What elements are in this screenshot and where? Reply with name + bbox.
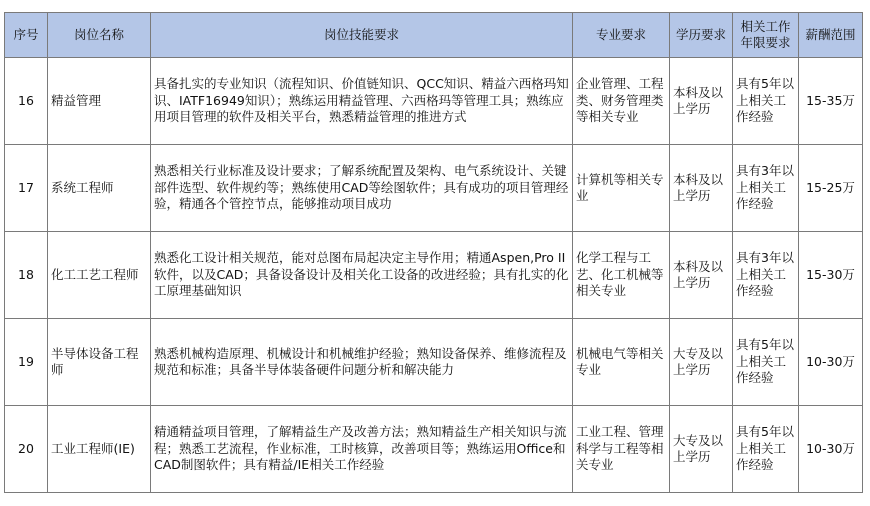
salary-range: 10-30万 <box>799 319 863 406</box>
table-row <box>5 58 863 145</box>
education-requirement: 本科及以上学历 <box>670 145 733 232</box>
row-number: 19 <box>5 319 48 406</box>
experience-requirement: 具有3年以上相关工作经验 <box>733 232 799 319</box>
row-number: 20 <box>5 406 48 493</box>
job-requirements-table <box>4 12 863 493</box>
skill-requirements: 具备扎实的专业知识（流程知识、价值链知识、QCC知识、精益六西格玛知识、IATF16949知识）；熟练运用精益管理、六西格玛等管理工具；熟练应用项目管理的软件及相关平台，熟悉精益管理的推进方式 <box>151 58 573 145</box>
education-requirement: 本科及以上学历 <box>670 232 733 319</box>
table-row <box>5 232 863 319</box>
table-row <box>5 145 863 232</box>
major-requirement: 计算机等相关专业 <box>573 145 670 232</box>
job-title: 半导体设备工程师 <box>48 319 151 406</box>
header-skills: 岗位技能要求 <box>151 13 573 58</box>
table-body <box>5 58 863 493</box>
header-salary: 薪酬范围 <box>799 13 863 58</box>
header-num: 序号 <box>5 13 48 58</box>
experience-requirement: 具有5年以上相关工作经验 <box>733 319 799 406</box>
education-requirement: 本科及以上学历 <box>670 58 733 145</box>
salary-range: 15-30万 <box>799 232 863 319</box>
job-title: 精益管理 <box>48 58 151 145</box>
table-row <box>5 406 863 493</box>
skill-requirements: 熟悉化工设计相关规范，能对总图布局起决定主导作用；精通Aspen,Pro II 软件，以及CAD；具备设备设计及相关化工设备的改进经验；具有扎实的化工原理基础知识 <box>151 232 573 319</box>
header-major: 专业要求 <box>573 13 670 58</box>
row-number: 18 <box>5 232 48 319</box>
row-number: 17 <box>5 145 48 232</box>
education-requirement: 大专及以上学历 <box>670 319 733 406</box>
salary-range: 15-25万 <box>799 145 863 232</box>
header-title: 岗位名称 <box>48 13 151 58</box>
education-requirement: 大专及以上学历 <box>670 406 733 493</box>
salary-range: 10-30万 <box>799 406 863 493</box>
experience-requirement: 具有5年以上相关工作经验 <box>733 58 799 145</box>
table-header <box>5 13 863 58</box>
major-requirement: 机械电气等相关专业 <box>573 319 670 406</box>
job-title: 化工工艺工程师 <box>48 232 151 319</box>
skill-requirements: 熟悉相关行业标准及设计要求；了解系统配置及架构、电气系统设计、关键部件选型、软件规约等；熟练使用CAD等绘图软件；具有成功的项目管理经验，精通各个管控节点，能够推动项目成功 <box>151 145 573 232</box>
table-row <box>5 319 863 406</box>
skill-requirements: 熟悉机械构造原理、机械设计和机械维护经验；熟知设备保养、维修流程及规范和标准；具备半导体装备硬件问题分析和解决能力 <box>151 319 573 406</box>
job-title: 系统工程师 <box>48 145 151 232</box>
salary-range: 15-35万 <box>799 58 863 145</box>
major-requirement: 工业工程、管理科学与工程等相关专业 <box>573 406 670 493</box>
skill-requirements: 精通精益项目管理，了解精益生产及改善方法；熟知精益生产相关知识与流程；熟悉工艺流程，作业标准，工时核算，改善项目等；熟练运用Office和CAD制图软件；具有精益/IE相关工作经验 <box>151 406 573 493</box>
major-requirement: 企业管理、工程类、财务管理类等相关专业 <box>573 58 670 145</box>
experience-requirement: 具有5年以上相关工作经验 <box>733 406 799 493</box>
job-title: 工业工程师(IE) <box>48 406 151 493</box>
row-number: 16 <box>5 58 48 145</box>
major-requirement: 化学工程与工艺、化工机械等相关专业 <box>573 232 670 319</box>
header-experience: 相关工作年限要求 <box>733 13 799 58</box>
header-education: 学历要求 <box>670 13 733 58</box>
header-row <box>5 13 863 58</box>
experience-requirement: 具有3年以上相关工作经验 <box>733 145 799 232</box>
